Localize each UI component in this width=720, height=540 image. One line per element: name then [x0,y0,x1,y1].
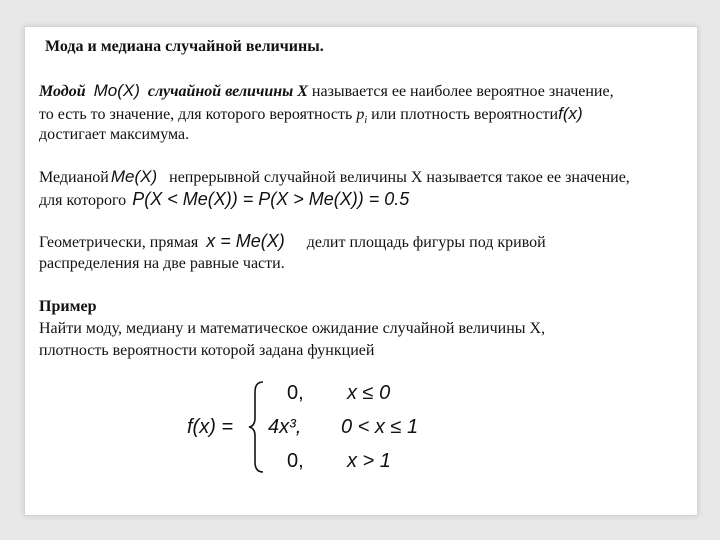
mode-definition-line1 [39,81,614,101]
piecewise-row-3-condition: x > 1 [347,450,391,472]
piecewise-row-1-value: 0, [287,382,304,404]
geometry-line1 [39,232,546,252]
piecewise-brace [247,380,267,474]
example-heading: Пример [39,298,97,315]
mode-line2-text: то есть то значение, для которого вероятность [39,106,353,123]
mode-symbol: Mo(X) [93,81,140,100]
piecewise-row-1-condition: x ≤ 0 [347,382,391,404]
mode-definition-line3: достигает максимума. [39,126,190,143]
mode-line2b-text: или плотность вероятности [371,106,559,123]
mode-text: называется ее наиболее вероятное значение, [311,83,614,100]
median-line2-text: для которого [39,192,127,209]
median-definition-line1 [39,167,630,187]
geometry-text-a: Геометрически, прямая [39,234,199,251]
median-formula: P(X < Me(X)) = P(X > Me(X)) = 0.5 [132,189,410,209]
piecewise-row-2-condition: 0 < x ≤ 1 [341,416,419,438]
geometry-line2: распределения на две равные части. [39,255,285,272]
piecewise-row-2-value: 4x³, [268,416,302,438]
geometry-text-b: делит площадь фигуры под кривой [306,234,546,251]
median-symbol: Me(X) [110,167,158,186]
slide [24,26,698,516]
slide-title: Мода и медиана случайной величины. [45,38,324,55]
example-line2: плотность вероятности которой задана функцией [39,342,375,359]
example-line1: Найти моду, медиану и математическое ожидание случайной величины Х, [39,320,546,337]
mode-term: Модой [39,83,86,100]
mode-bold-text: случайной величины X [147,83,308,100]
median-term: Медианой [39,169,109,186]
median-text: непрерывной случайной величины Х называется такое ее значение, [169,169,630,186]
piecewise-lhs: f(x) = [187,416,234,438]
mode-pi: $p_i$ [356,106,368,127]
median-definition-line2 [39,190,409,210]
piecewise-row-3-value: 0, [287,450,304,472]
mode-fx: f(x) [558,104,583,123]
geometry-formula: x = Me(X) [206,231,285,251]
